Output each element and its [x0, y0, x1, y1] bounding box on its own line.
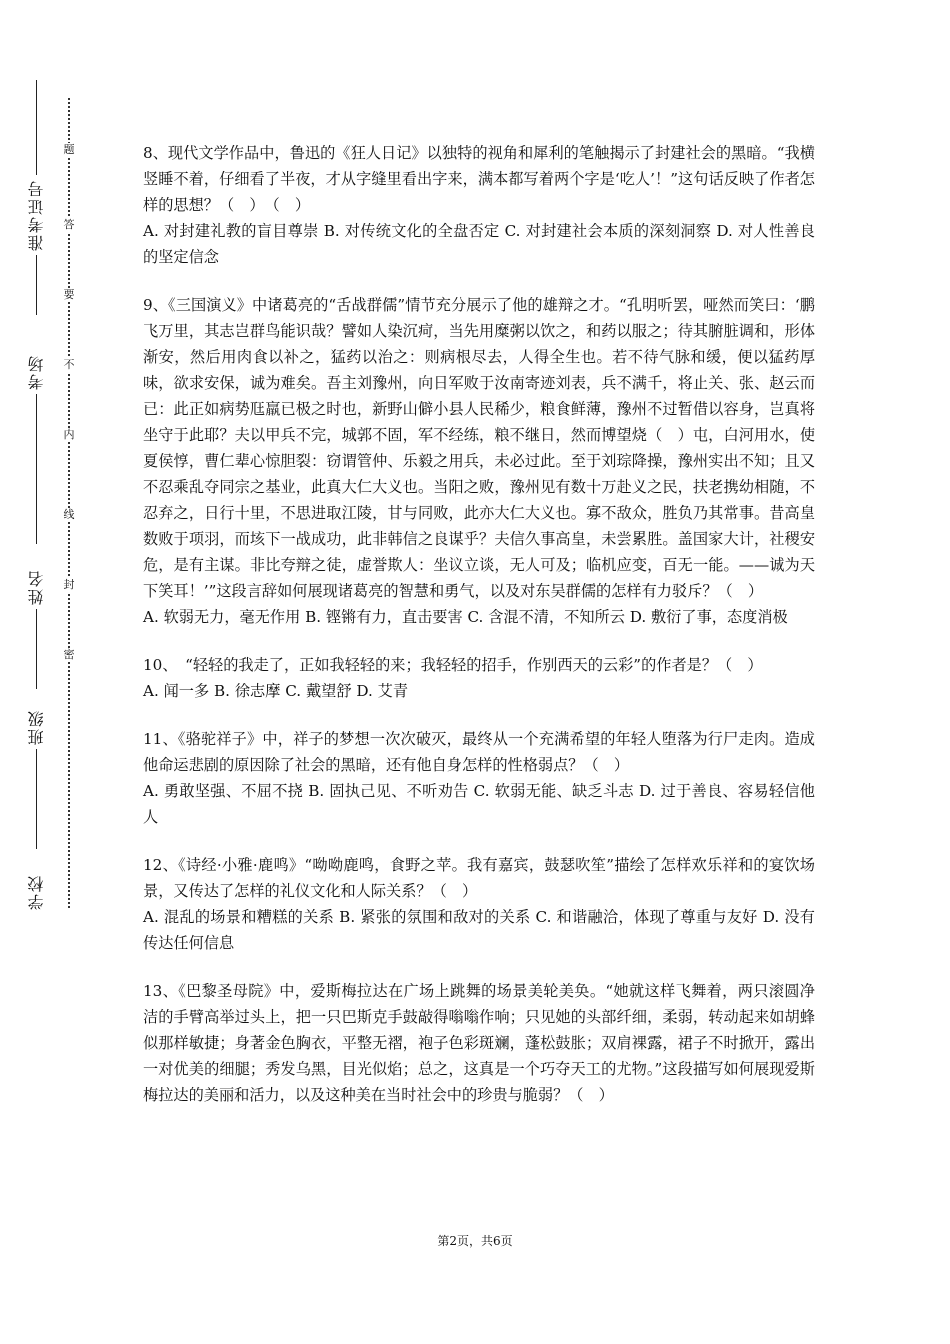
room-label: 考场 — [26, 354, 46, 390]
question-stem: 11、《骆驼祥子》中，祥子的梦想一次次破灭，最终从一个充满希望的年轻人堕落为行尸走肉。造成他命运悲剧的原因除了社会的黑暗，还有他自身怎样的性格弱点？（ ） — [143, 730, 815, 774]
room-field — [18, 350, 54, 544]
seal-char: 题 — [60, 143, 78, 157]
name-field — [18, 565, 54, 689]
question-11 — [143, 726, 815, 830]
question-9 — [143, 292, 815, 630]
exam-id-label: 准考证号 — [26, 179, 46, 251]
seal-char: 封 — [60, 578, 78, 592]
question-12 — [143, 852, 815, 956]
school-label: 学校 — [26, 874, 46, 910]
question-13 — [143, 978, 815, 1108]
question-stem: 10、 “轻轻的我走了，正如我轻轻的来；我轻轻的招手，作别西天的云彩”的作者是？（ ） — [143, 656, 763, 674]
question-list — [143, 140, 815, 1130]
class-label: 班级 — [26, 709, 46, 745]
question-options: A. 混乱的场景和糟糕的关系 B. 紧张的氛围和敌对的关系 C. 和谐融洽，体现了尊重与友好 D. 没有传达任何信息 — [143, 908, 815, 952]
exam-id-field — [18, 80, 54, 315]
class-field — [18, 705, 54, 849]
candidate-info-margin — [18, 80, 58, 940]
question-8 — [143, 140, 815, 270]
name-label: 姓名 — [26, 569, 46, 605]
seal-line — [60, 98, 78, 908]
seal-char: 要 — [60, 288, 78, 302]
question-stem: 12、《诗经·小雅·鹿鸣》“呦呦鹿鸣，食野之苹。我有嘉宾，鼓瑟吹笙”描绘了怎样欢乐祥和的宴饮场景，又传达了怎样的礼仪文化和人际关系？（ ） — [143, 856, 815, 900]
question-10 — [143, 652, 815, 704]
seal-char: 答 — [60, 218, 78, 232]
question-options: A. 软弱无力，毫无作用 B. 铿锵有力，直击要害 C. 含混不清，不知所云 D. 敷衍了事，态度消极 — [143, 608, 788, 626]
question-stem: 13、《巴黎圣母院》中，爱斯梅拉达在广场上跳舞的场景美轮美奂。“她就这样飞舞着，两只滚圆净洁的手臂高举过头上，把一只巴斯克手鼓敲得嗡嗡作响；只见她的头部纤细，柔弱，转动起来如胡蜂似那样敏捷；身著金色胸衣，平整无褶，袍子色彩斑斓，蓬松鼓胀；双肩裸露，裙子不时掀开，露出一对优美的细腿；秀发乌黑，目光似焰；总之，这真是一个巧夺天工的尤物。”这段描写如何展现爱斯梅拉达的美丽和活力，以及这种美在当时社会中的珍贵与脆弱？（ ） — [143, 982, 815, 1104]
question-stem: 8、现代文学作品中，鲁迅的《狂人日记》以独特的视角和犀利的笔触揭示了封建社会的黑暗。“我横竖睡不着，仔细看了半夜，才从字缝里看出字来，满本都写着两个字是‘吃人’！”这句话反映了作者怎样的思想？（ ） （ ） — [143, 144, 815, 214]
page-number: 第2页，共6页 — [437, 1234, 513, 1248]
seal-char: 内 — [60, 428, 78, 442]
seal-char: 密 — [60, 648, 78, 662]
question-options: A. 对封建礼教的盲目尊崇 B. 对传统文化的全盘否定 C. 对封建社会本质的深刻洞察 D. 对人性善良的坚定信念 — [143, 222, 815, 266]
seal-char: 不 — [60, 358, 78, 372]
question-stem: 9、《三国演义》中诸葛亮的“舌战群儒”情节充分展示了他的雄辩之才。“孔明听罢，哑然而笑曰：‘鹏飞万里，其志岂群鸟能识哉？譬如人染沉疴，当先用糜粥以饮之，和药以服之；待其腑脏调和，形体渐安，然后用肉食以补之，猛药以治之：则病根尽去，人得全生也。若不待气脉和缓，便以猛药厚味，欲求安保，诚为难矣。吾主刘豫州，向日军败于汝南寄迹刘表，兵不满千，将止关、张、赵云而已：此正如病势尫羸已极之时也，新野山僻小县人民稀少，粮食鲜薄，豫州不过暂借以容身，岂真将坐守于此耶？夫以甲兵不完，城郭不固，军不经练，粮不继日，然而博望烧（ ）屯，白河用水，使夏侯惇，曹仁辈心惊胆裂：窃谓管仲、乐毅之用兵，未必过此。至于刘琮降操，豫州实出不知；且又不忍乘乱夺同宗之基业，此真大仁大义也。当阳之败，豫州见有数十万赴义之民，扶老携幼相随，不忍弃之，日行十里，不思进取江陵，甘与同败，此亦大仁大义也。寡不敌众，胜负乃其常事。昔高皇数败于项羽，而垓下一战成功，此非韩信之良谋乎？夫信久事高皇，未尝累胜。盖国家大计，社稷安危，是有主谋。非比夸辩之徒，虚誉欺人：坐议立谈，无人可及；临机应变，百无一能。——诚为天下笑耳！’”这段言辞如何展现诸葛亮的智慧和勇气，以及对东吴群儒的怎样有力驳斥？（ ） — [143, 296, 815, 600]
school-field — [18, 870, 54, 914]
question-options: A. 闻一多 B. 徐志摩 C. 戴望舒 D. 艾青 — [143, 682, 409, 700]
question-options: A. 勇敢坚强、不屈不挠 B. 固执己见、不听劝告 C. 软弱无能、缺乏斗志 D. 过于善良、容易轻信他人 — [143, 782, 815, 826]
seal-char: 线 — [60, 508, 78, 522]
